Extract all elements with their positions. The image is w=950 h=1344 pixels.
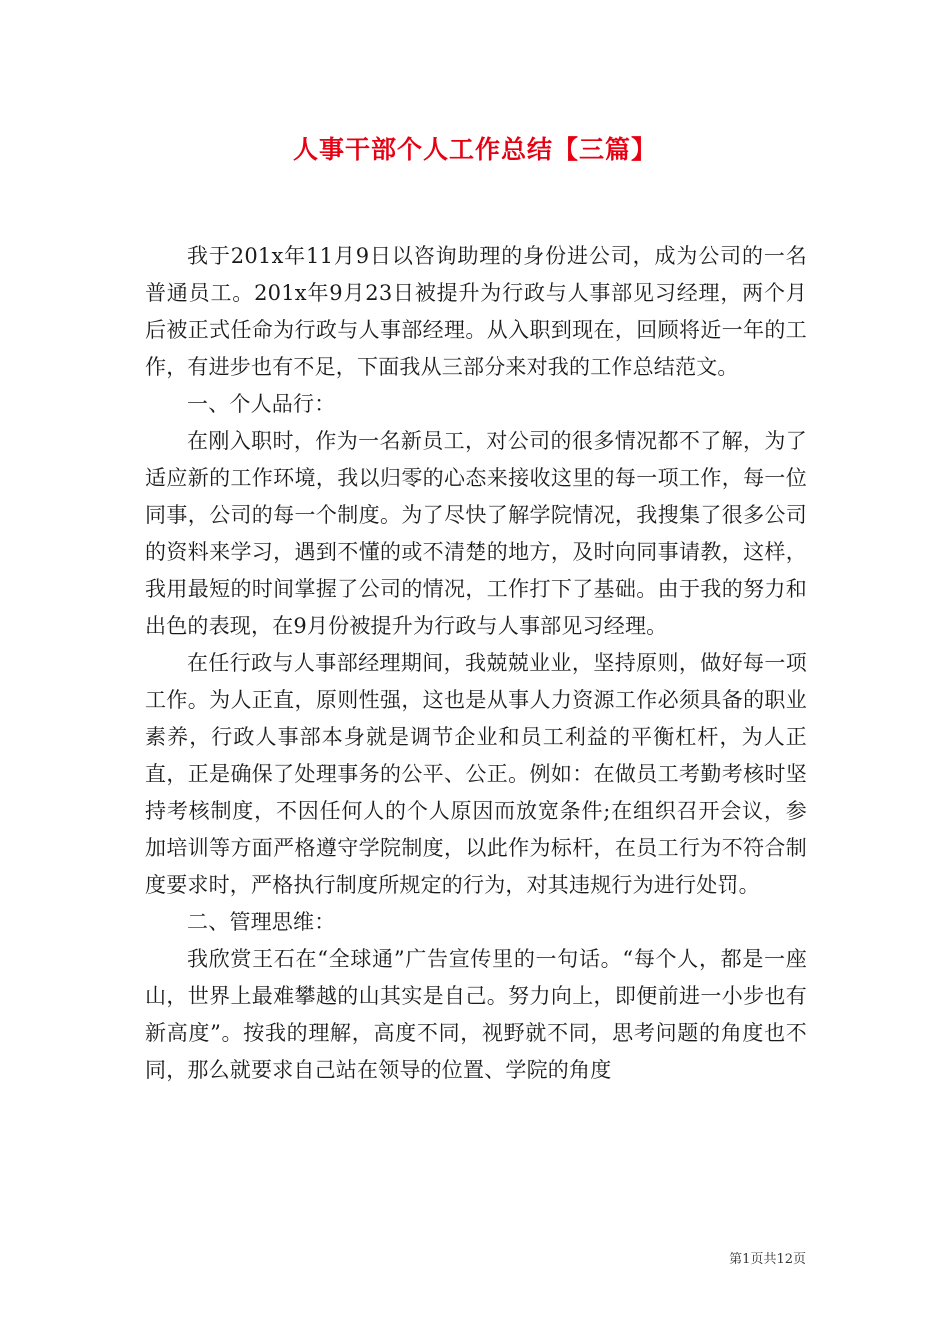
section-heading-management-thinking: 二、管理思维： (187, 910, 336, 934)
page-number-footer: 第1页共12页 (729, 1252, 806, 1267)
paragraph-intro: 我于201x年11月9日以咨询助理的身份进公司，成为公司的一名普通员工。201x年9月23日被提升为行政与人事部见习经理，两个月后被正式任命为行政与人事部经理。从入职到现在，回顾将近一年的工作，有进步也有不足，下面我从三部分来对我的工作总结范文。 (145, 244, 807, 379)
paragraph-onboarding: 在刚入职时，作为一名新员工，对公司的很多情况都不了解，为了适应新的工作环境，我以归零的心态来接收这里的每一项工作，每一位同事，公司的每一个制度。为了尽快了解学院情况，我搜集了很多公司的资料来学习，遇到不懂的或不清楚的地方，及时向同事请教，这样，我用最短的时间掌握了公司的情况，工作打下了基础。由于我的努力和出色的表现，在9月份被提升为行政与人事部见习经理。 (145, 429, 807, 638)
document-body (145, 238, 807, 1089)
paragraph-manager-tenure: 在任行政与人事部经理期间，我兢兢业业，坚持原则，做好每一项工作。为人正直，原则性强，这也是从事人力资源工作必须具备的职业素养，行政人事部本身就是调节企业和员工利益的平衡杠杆，为人正直，正是确保了处理事务的公平、公正。例如：在做员工考勤考核时坚持考核制度，不因任何人的个人原因而放宽条件;在组织召开会议，参加培训等方面严格遵守学院制度，以此作为标杆，在员工行为不符合制度要求时，严格执行制度所规定的行为，对其违规行为进行处罚。 (145, 651, 807, 897)
section-heading-personal-conduct: 一、个人品行： (187, 392, 336, 416)
document-title: 人事干部个人工作总结【三篇】 (292, 135, 657, 164)
paragraph-wang-shi-quote: 我欣赏王石在“全球通”广告宣传里的一句话。“每个人，都是一座山，世界上最难攀越的山其实是自己。努力向上，即便前进一小步也有新高度”。按我的理解，高度不同，视野就不同，思考问题的角度也不同，那么就要求自己站在领导的位置、学院的角度 (145, 947, 807, 1082)
